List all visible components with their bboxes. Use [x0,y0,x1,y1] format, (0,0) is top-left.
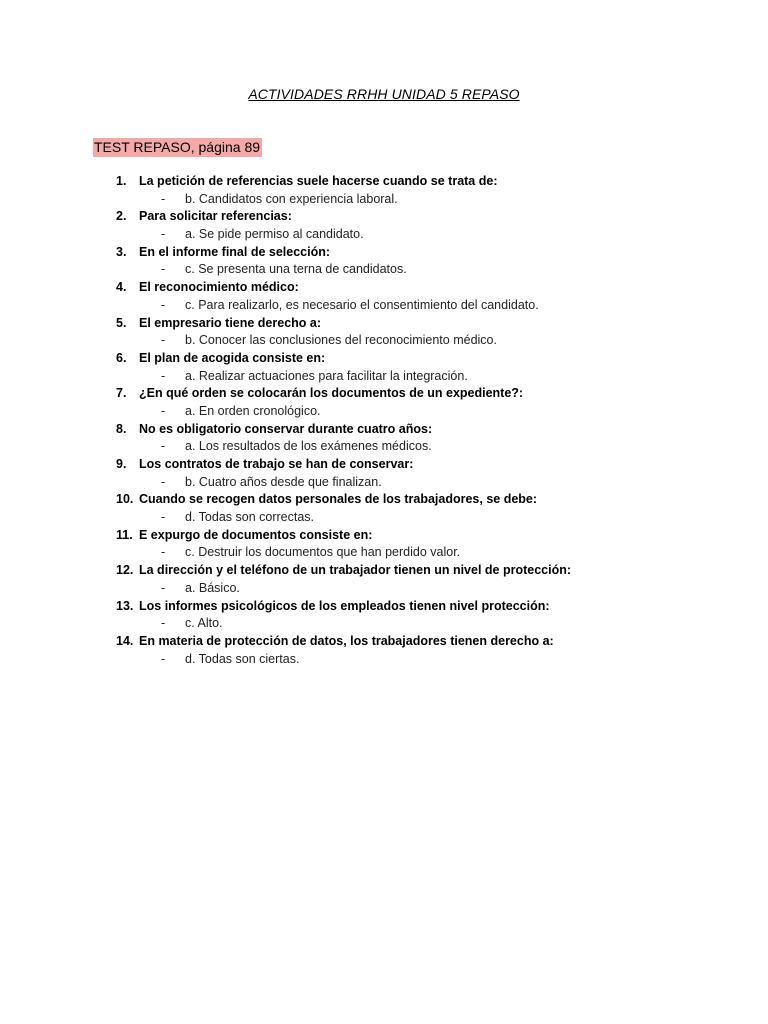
question-list [0,173,768,668]
answer-bullet: - [161,297,166,312]
answer-bullet: - [161,545,166,560]
answer-line [0,544,768,562]
question-text: La dirección y el teléfono de un trabajador tienen un nivel de protección: [139,563,572,578]
answer-bullet: - [161,262,166,277]
question-number: 5. [116,315,127,330]
answer-line [0,226,768,244]
question-number: 14. [116,633,134,648]
question-text: El empresario tiene derecho a: [139,315,322,330]
question-number: 4. [116,280,127,295]
answer-text: a. Básico. [185,580,240,595]
document-title: ACTIVIDADES RRHH UNIDAD 5 REPASO [248,86,520,102]
question-item [0,208,768,243]
question-text: Para solicitar referencias: [139,209,292,224]
answer-text: b. Conocer las conclusiones del reconocimiento médico. [185,333,497,348]
answer-text: a. En orden cronológico. [185,403,321,418]
question-text: Los informes psicológicos de los empleados tienen nivel protección: [139,598,550,613]
question-number: 2. [116,209,127,224]
answer-line [0,651,768,669]
answer-line [0,191,768,209]
answer-bullet: - [161,439,166,454]
question-line [0,173,768,191]
question-item [0,633,768,668]
answer-text: d. Todas son ciertas. [185,651,300,666]
answer-bullet: - [161,651,166,666]
answer-line [0,297,768,315]
answer-bullet: - [161,474,166,489]
answer-line [0,261,768,279]
question-line [0,385,768,403]
question-text: Los contratos de trabajo se han de conservar: [139,457,414,471]
question-item [0,491,768,526]
question-line [0,598,768,616]
question-text: En materia de protección de datos, los trabajadores tienen derecho a: [139,633,554,648]
question-line [0,279,768,297]
answer-text: c. Se presenta una terna de candidatos. [185,262,407,277]
answer-bullet: - [161,191,166,206]
question-item [0,350,768,385]
question-item [0,279,768,314]
answer-text: b. Cuatro años desde que finalizan. [185,474,382,489]
question-text: ¿En qué orden se colocarán los documentos de un expediente?: [139,386,524,401]
question-item [0,598,768,633]
question-line [0,315,768,333]
question-text: Cuando se recogen datos personales de los trabajadores, se debe: [139,492,538,507]
question-line [0,208,768,226]
question-line [0,491,768,509]
answer-text: a. Se pide permiso al candidato. [185,227,364,242]
question-number: 10. [116,492,134,507]
question-line [0,633,768,651]
question-item [0,421,768,456]
question-text: El reconocimiento médico: [139,280,299,295]
answer-bullet: - [161,616,166,631]
answer-line [0,615,768,633]
question-item [0,562,768,597]
question-item [0,173,768,208]
answer-text: c. Destruir los documentos que han perdido valor. [185,545,461,560]
answer-text: c. Para realizarlo, es necesario el consentimiento del candidato. [185,297,539,312]
question-number: 3. [116,244,127,259]
answer-line [0,474,768,492]
answer-bullet: - [161,580,166,595]
answer-text: a. Realizar actuaciones para facilitar la integración. [185,368,468,383]
question-line [0,350,768,368]
answer-line [0,332,768,350]
answer-text: d. Todas son correctas. [185,510,315,525]
question-number: 7. [116,386,127,401]
question-line [0,527,768,545]
question-item [0,315,768,350]
question-number: 13. [116,598,134,613]
question-line [0,244,768,262]
question-text: En el informe final de selección: [139,244,331,259]
answer-text: b. Candidatos con experiencia laboral. [185,191,398,206]
answer-line [0,403,768,421]
question-line [0,562,768,580]
question-number: 11. [116,527,133,542]
question-number: 1. [116,174,127,188]
answer-bullet: - [161,227,166,242]
section-heading: TEST REPASO, página 89 [94,139,261,155]
question-text: No es obligatorio conservar durante cuatro años: [139,421,433,436]
answer-text: a. Los resultados de los exámenes médicos. [185,439,432,454]
question-item [0,527,768,562]
question-number: 12. [116,563,134,578]
answer-line [0,438,768,456]
question-item [0,244,768,279]
question-line [0,456,768,474]
question-line [0,421,768,439]
question-text: El plan de acogida consiste en: [139,350,326,365]
answer-text: c. Alto. [185,616,223,631]
question-number: 8. [116,421,127,436]
question-number: 9. [116,457,127,471]
answer-line [0,509,768,527]
question-item [0,456,768,491]
question-item [0,385,768,420]
answer-bullet: - [161,510,166,525]
answer-bullet: - [161,333,166,348]
answer-bullet: - [161,403,166,418]
answer-line [0,580,768,598]
answer-line [0,368,768,386]
question-number: 6. [116,350,127,365]
answer-bullet: - [161,368,166,383]
question-text: La petición de referencias suele hacerse cuando se trata de: [139,174,498,188]
question-text: E expurgo de documentos consiste en: [139,527,373,542]
